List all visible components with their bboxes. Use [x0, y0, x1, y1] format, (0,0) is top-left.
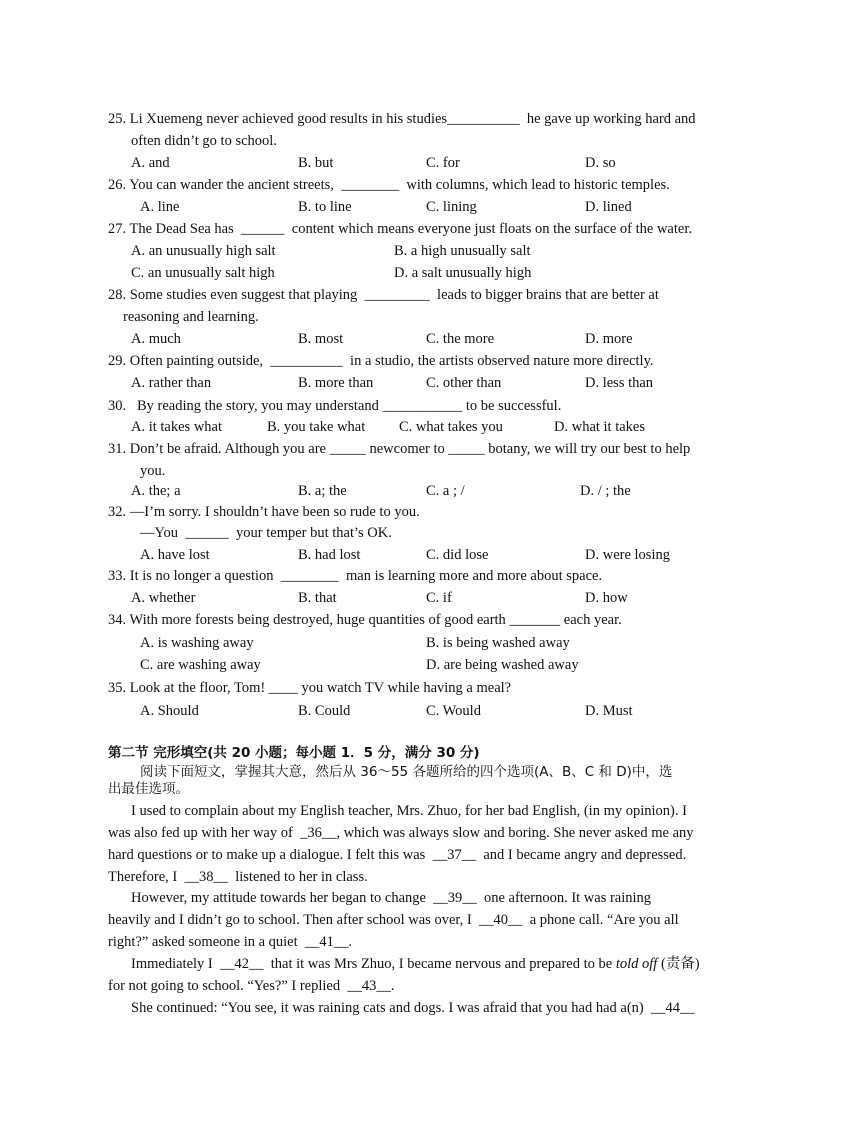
question-34-stem: 34. With more forests being destroyed, huge quantities of good earth _______ each year. [108, 612, 622, 628]
q28-option-d: D. more [585, 331, 633, 347]
passage-italic-term: told off [615, 956, 658, 972]
q31-option-c: C. a ; / [426, 483, 465, 499]
q28-option-b: B. most [298, 331, 344, 347]
passage-line: hard questions or to make up a dialogue. I felt this was __37__ and I became angry and depressed. [108, 847, 687, 863]
passage-gloss: (责备) [657, 956, 700, 972]
q26-option-a: A. line [140, 199, 180, 215]
q30-option-c: C. what takes you [399, 419, 503, 435]
q25-option-b: B. but [298, 155, 334, 171]
passage-line: She continued: “You see, it was raining cats and dogs. I was afraid that you had had a(n) __44__ [131, 1000, 695, 1016]
q34-option-d: D. are being washed away [426, 657, 579, 673]
q34-option-a: A. is washing away [140, 635, 254, 651]
passage-text: Immediately I __42__ that it was Mrs Zhuo, I became nervous and prepared to be [131, 956, 616, 972]
q33-option-a: A. whether [131, 590, 196, 606]
q26-option-b: B. to line [298, 199, 352, 215]
question-30-stem: 30. By reading the story, you may understand ___________ to be successful. [108, 398, 562, 414]
question-29-stem: 29. Often painting outside, __________ in a studio, the artists observed nature more directly. [108, 353, 654, 369]
q34-option-b: B. is being washed away [426, 635, 570, 651]
q29-option-b: B. more than [298, 375, 374, 391]
q35-option-b: B. Could [298, 703, 351, 719]
passage-line: Therefore, I __38__ listened to her in class. [108, 869, 368, 885]
q32-option-c: C. did lose [426, 547, 489, 563]
q32-option-a: A. have lost [140, 547, 210, 563]
q27-option-d: D. a salt unusually high [394, 265, 532, 281]
q30-option-a: A. it takes what [131, 419, 223, 435]
section-heading: 第二节 完形填空(共 20 小题；每小题 1．5 分，满分 30 分) [108, 745, 480, 761]
q26-option-c: C. lining [426, 199, 477, 215]
passage-line: heavily and I didn’t go to school. Then after school was over, I __40__ a phone call. “Are you all [108, 912, 679, 928]
passage-line: right?” asked someone in a quiet __41__. [108, 934, 353, 950]
q33-option-b: B. that [298, 590, 337, 606]
q32-option-b: B. had lost [298, 547, 361, 563]
q34-option-c: C. are washing away [140, 657, 261, 673]
q32-option-d: D. were losing [585, 547, 670, 563]
question-28-stem: 28. Some studies even suggest that playing _________ leads to bigger brains that are better at [108, 287, 659, 303]
passage-line: for not going to school. “Yes?” I replied __43__. [108, 978, 395, 994]
q25-option-c: C. for [426, 155, 460, 171]
section-instruction: 阅读下面短文，掌握其大意，然后从 36～55 各题所给的四个选项(A、B、C 和 D)中，选 [140, 764, 673, 780]
question-33-stem: 33. It is no longer a question ________ man is learning more and more about space. [108, 568, 603, 584]
q30-option-d: D. what it takes [554, 419, 646, 435]
question-25-stem-cont: often didn’t go to school. [131, 133, 277, 149]
q31-option-a: A. the; a [131, 483, 181, 499]
section-instruction-cont: 出最佳选项。 [108, 781, 189, 797]
q30-option-b: B. you take what [267, 419, 366, 435]
q31-option-d: D. / ; the [580, 483, 631, 499]
q29-option-a: A. rather than [131, 375, 212, 391]
q26-option-d: D. lined [585, 199, 632, 215]
passage-line [131, 955, 700, 973]
q31-option-b: B. a; the [298, 483, 347, 499]
q27-option-c: C. an unusually salt high [131, 265, 275, 281]
q33-option-d: D. how [585, 590, 628, 606]
question-26-stem: 26. You can wander the ancient streets, ________ with columns, which lead to historic temples. [108, 177, 670, 193]
q35-option-c: C. Would [426, 703, 481, 719]
passage-line: was also fed up with her way of _36__, which was always slow and boring. She never asked me any [108, 825, 694, 841]
question-25-stem: 25. Li Xuemeng never achieved good results in his studies__________ he gave up working hard and [108, 111, 696, 127]
q25-option-d: D. so [585, 155, 616, 171]
q33-option-c: C. if [426, 590, 452, 606]
question-31-stem-cont: you. [140, 463, 166, 479]
passage-line: However, my attitude towards her began to change __39__ one afternoon. It was raining [131, 890, 652, 906]
q25-option-a: A. and [131, 155, 170, 171]
q28-option-c: C. the more [426, 331, 495, 347]
question-27-stem: 27. The Dead Sea has ______ content which means everyone just floats on the surface of the water. [108, 221, 692, 237]
q35-option-a: A. Should [140, 703, 199, 719]
question-28-stem-cont: reasoning and learning. [123, 309, 259, 325]
q27-option-b: B. a high unusually salt [394, 243, 531, 259]
question-31-stem: 31. Don’t be afraid. Although you are _____ newcomer to _____ botany, we will try our best to help [108, 441, 691, 457]
q29-option-d: D. less than [585, 375, 654, 391]
question-32-stem: 32. —I’m sorry. I shouldn’t have been so rude to you. [108, 504, 420, 520]
question-35-stem: 35. Look at the floor, Tom! ____ you watch TV while having a meal? [108, 680, 512, 696]
q35-option-d: D. Must [585, 703, 633, 719]
question-32-stem-cont: —You ______ your temper but that’s OK. [140, 525, 392, 541]
q27-option-a: A. an unusually high salt [131, 243, 276, 259]
passage-line: I used to complain about my English teacher, Mrs. Zhuo, for her bad English, (in my opinion). I [131, 803, 687, 819]
q29-option-c: C. other than [426, 375, 502, 391]
q28-option-a: A. much [131, 331, 181, 347]
